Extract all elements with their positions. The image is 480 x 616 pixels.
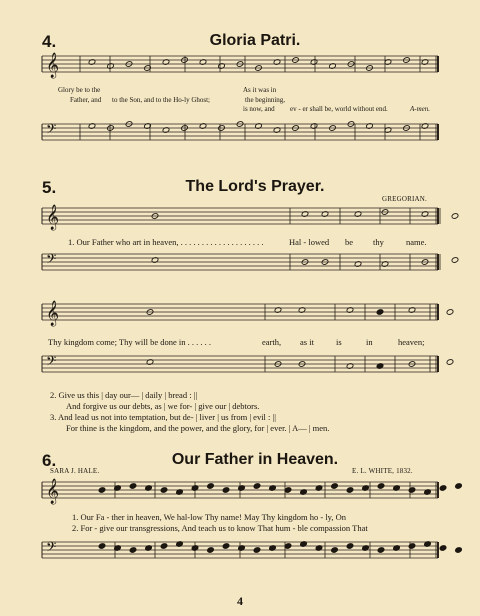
verse-line: 1. Our Fa - ther in heaven, We hal-low Thy name! May Thy kingdom ho - ly, On (72, 512, 347, 522)
note-head (129, 483, 137, 490)
bass-clef-icon: 𝄢 (46, 121, 57, 140)
note-head (439, 485, 447, 492)
note-head (408, 487, 416, 494)
lyric: as it (300, 337, 314, 347)
note-head (455, 547, 463, 554)
treble-clef-icon: 𝄞 (46, 53, 60, 78)
verse-line: 2. For - give our transgressions, And teach us to know That hum - ble compassion That (72, 523, 368, 533)
treble-staff (40, 478, 440, 514)
hymn-number: 5. (42, 178, 57, 197)
lyric: ev - er shall be, world without end. (290, 105, 388, 113)
composer-credit: E. L. WHITE, 1832. (352, 467, 413, 475)
note-head (253, 547, 261, 554)
note-head (222, 543, 230, 550)
lyric: is (336, 337, 342, 347)
hymn-title: Our Father in Heaven. (171, 451, 339, 468)
note-head (160, 487, 168, 494)
lyric: in (366, 337, 373, 347)
lyric: earth, (262, 337, 282, 347)
note-head (98, 487, 106, 494)
note-head (98, 543, 106, 550)
note-head (331, 547, 339, 554)
treble-clef-icon: 𝄞 (46, 301, 60, 326)
note-head (446, 309, 454, 316)
lyric: Father, and (70, 96, 102, 104)
lyric: 1. Our Father who art in heaven, . . . . . . . . . . . . . . . . . . . . (68, 237, 264, 247)
bass-staff (40, 250, 440, 286)
bass-staff (40, 120, 440, 160)
note-head (377, 483, 385, 490)
note-head (439, 545, 447, 552)
page-number: 4 (237, 594, 243, 608)
note-head (451, 213, 459, 220)
note-head (207, 547, 215, 554)
treble-clef-icon: 𝄞 (46, 479, 60, 504)
note-head (446, 359, 454, 366)
hymn-title: Gloria Patri. (209, 32, 301, 49)
verse-line: And forgive us our debts, as | we for- | give our | debtors. (66, 401, 260, 411)
note-head (346, 543, 354, 550)
bass-staff (40, 538, 440, 574)
hymn-title: The Lord's Prayer. (185, 178, 325, 195)
lyric: the beginning, (245, 96, 286, 104)
lyric: Hal - lowed (289, 237, 330, 247)
note-head (408, 543, 416, 550)
composer-credit: GREGORIAN. (382, 195, 427, 203)
note-head (376, 309, 384, 316)
bass-clef-icon: 𝄢 (46, 251, 57, 270)
note-head (331, 483, 339, 490)
lyric: be (345, 237, 354, 247)
author-credit: SARA J. HALE. (50, 467, 100, 475)
bass-staff (40, 352, 440, 388)
lyric: name. (406, 237, 427, 247)
note-head (129, 547, 137, 554)
bass-clef-icon: 𝄢 (46, 353, 57, 372)
treble-staff (40, 204, 440, 240)
verse-line: 2. Give us this | day our— | daily | bread : || (50, 390, 198, 400)
lyric: heaven; (398, 337, 425, 347)
note-head (451, 257, 459, 264)
note-head (160, 543, 168, 550)
verse-line: For thine is the kingdom, and the power, and the glory, for | ever. | A— | men. (66, 423, 330, 433)
note-head (207, 483, 215, 490)
lyric: As it was in (243, 86, 277, 94)
lyric: to the Son, and to the Ho-ly Ghost; (112, 96, 210, 104)
treble-staff (40, 300, 440, 336)
verse-line: 3. And lead us not into temptation, but de- | liver | us from | evil : || (50, 412, 276, 422)
hymn-number: 6. (42, 451, 57, 470)
bass-clef-icon: 𝄢 (46, 539, 57, 558)
note-head (455, 483, 463, 490)
lyric: Thy kingdom come; Thy will be done in . . . . . . (48, 337, 211, 347)
note-head (377, 547, 385, 554)
hymn-number: 4. (42, 32, 57, 51)
lyric: thy (373, 237, 384, 247)
lyric: A-men. (410, 105, 431, 113)
note-head (253, 483, 261, 490)
lyric: Glory be to the (58, 86, 101, 94)
lyric: is now, and (243, 105, 275, 113)
treble-clef-icon: 𝄞 (46, 205, 60, 230)
note-head (346, 487, 354, 494)
note-head (222, 487, 230, 494)
